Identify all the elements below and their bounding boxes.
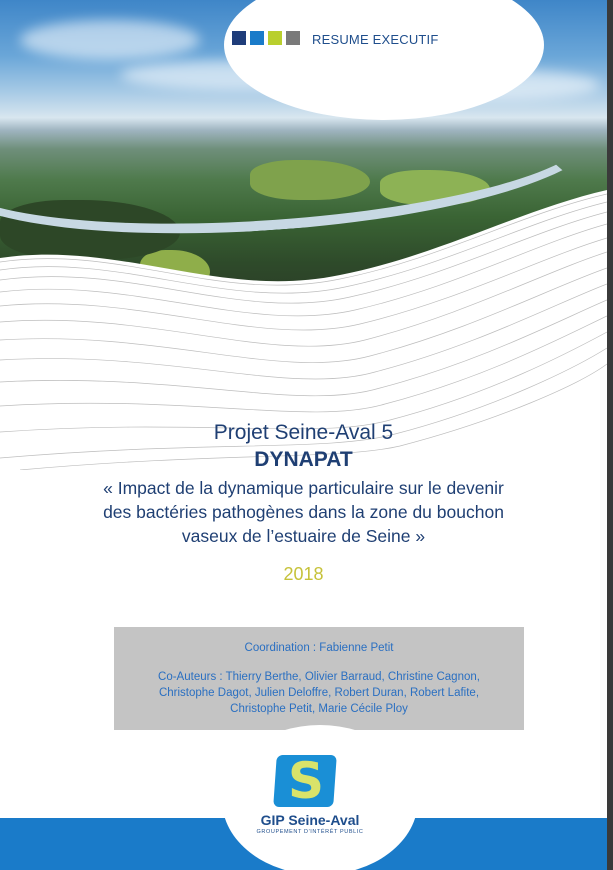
square-1 (232, 31, 246, 45)
coordination-text: Coordination : Fabienne Petit (244, 642, 394, 654)
coauthors-line: Christophe Dagot, Julien Deloffre, Robert Duran, Robert Lafite, (158, 687, 480, 699)
square-3 (268, 31, 282, 45)
logo-name: GIP Seine-Aval (260, 812, 360, 828)
report-year: 2018 (283, 564, 324, 584)
subtitle-line: des bactéries pathogènes dans la zone du bouchon (103, 502, 504, 522)
coauthors-line: Christophe Petit, Marie Cécile Ploy (230, 703, 408, 715)
square-4 (286, 31, 300, 45)
header-squares (232, 31, 300, 45)
project-subtitle (0, 476, 607, 548)
title-block (0, 420, 607, 586)
square-2 (250, 31, 264, 45)
subtitle-line: vaseux de l’estuaire de Seine » (181, 526, 426, 546)
logo-s-icon: S (287, 752, 324, 810)
project-name: Projet Seine-Aval 5 (213, 421, 394, 444)
resume-executif-label: RESUME EXECUTIF (312, 32, 439, 47)
subtitle-line: « Impact de la dynamique particulaire sur le devenir (103, 478, 504, 498)
coauthors-text (114, 669, 524, 717)
page-edge (607, 0, 613, 870)
logo-tagline: GROUPEMENT D'INTÉRÊT PUBLIC (256, 829, 364, 835)
authors-box (114, 627, 524, 730)
project-acronym: DYNAPAT (254, 448, 353, 471)
coauthors-line: Co-Auteurs : Thierry Berthe, Olivier Barraud, Christine Cagnon, (158, 671, 480, 683)
